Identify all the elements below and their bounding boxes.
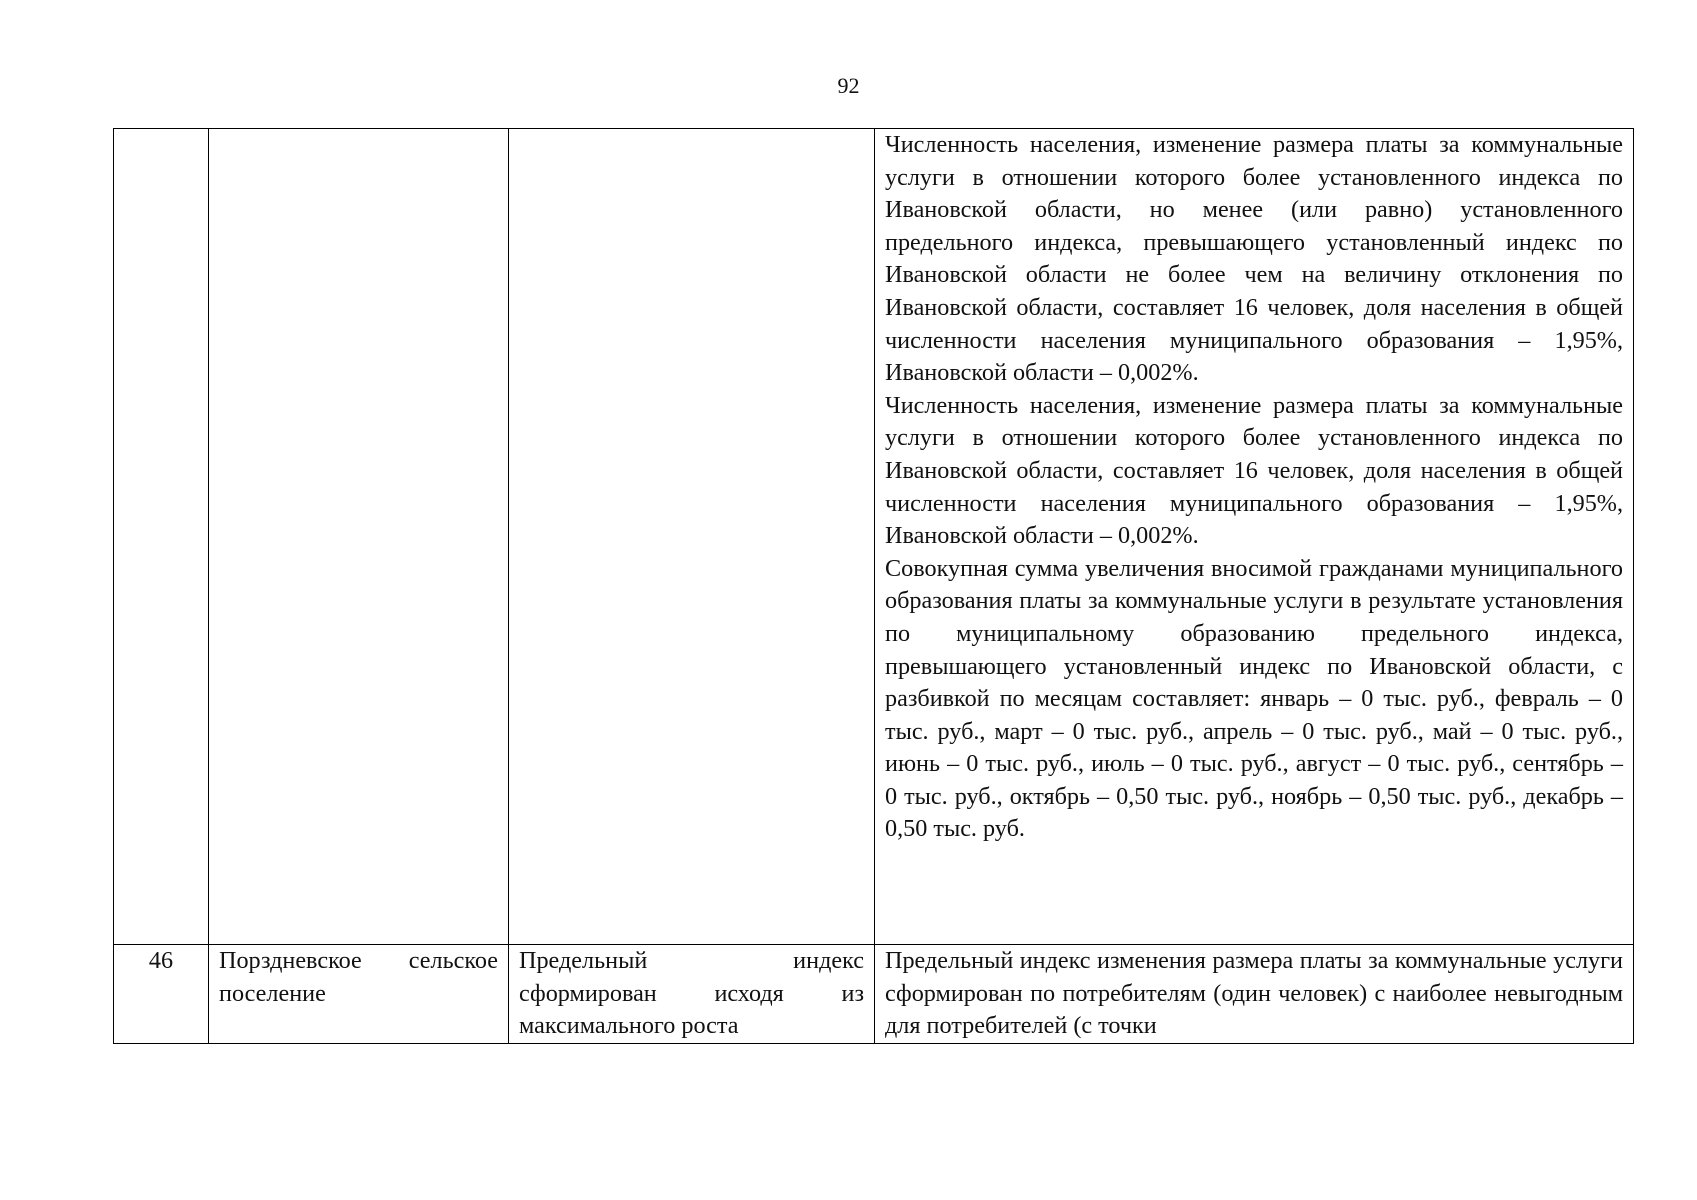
row-number-cell: 46 (114, 945, 209, 1044)
description-paragraph: Совокупная сумма увеличения вносимой гражданами муниципального образования платы за коммунальные услуги в результате установления по муниципальному образованию предельного индекса, превышающего установленный индекс по Ивановской области, с разбивкой по месяцам составляет: январь – 0 тыс. руб., февраль – 0 тыс. руб., март – 0 тыс. руб., апрель – 0 тыс. руб., май – 0 тыс. руб., июнь – 0 тыс. руб., июль – 0 тыс. руб., август – 0 тыс. руб., сентябрь – 0 тыс. руб., октябрь – 0,50 тыс. руб., ноябрь – 0,50 тыс. руб., декабрь – 0,50 тыс. руб. (885, 554, 1623, 843)
municipality-name: Порздневское сельское поселение (219, 947, 498, 1007)
description-cell (875, 129, 1634, 945)
row-number-cell (114, 129, 209, 945)
municipality-name-cell (209, 129, 509, 945)
description-paragraph: Численность населения, изменение размера платы за коммунальные услуги в отношении которого более установленного индекса по Ивановской области, но менее (или равно) установленного предельного индекса, превышающего установленный индекс по Ивановской области не более чем на величину отклонения по Ивановской области, составляет 16 человек, доля населения в общей численности населения муниципального образования – 1,95%, Ивановской области – 0,002%. (885, 131, 1623, 387)
table-row (114, 129, 1634, 945)
municipality-name-cell (209, 945, 509, 1044)
municipal-index-table (113, 128, 1634, 1044)
description-paragraph: Предельный индекс изменения размера платы за коммунальные услуги сформирован по потребителям (один человек) с наиболее невыгодным для потребителей (с точки (885, 947, 1623, 1040)
table-row (114, 945, 1634, 1044)
page-number: 92 (837, 73, 860, 98)
index-basis-text: Предельный индекс сформирован исходя из максимального роста (519, 947, 864, 1040)
description-cell (875, 945, 1634, 1044)
index-basis-cell (509, 129, 875, 945)
description-paragraph: Численность населения, изменение размера платы за коммунальные услуги в отношении которого более установленного индекса по Ивановской области, составляет 16 человек, доля населения в общей численности населения муниципального образования – 1,95%, Ивановской области – 0,002%. (885, 391, 1623, 550)
index-basis-cell (509, 945, 875, 1044)
